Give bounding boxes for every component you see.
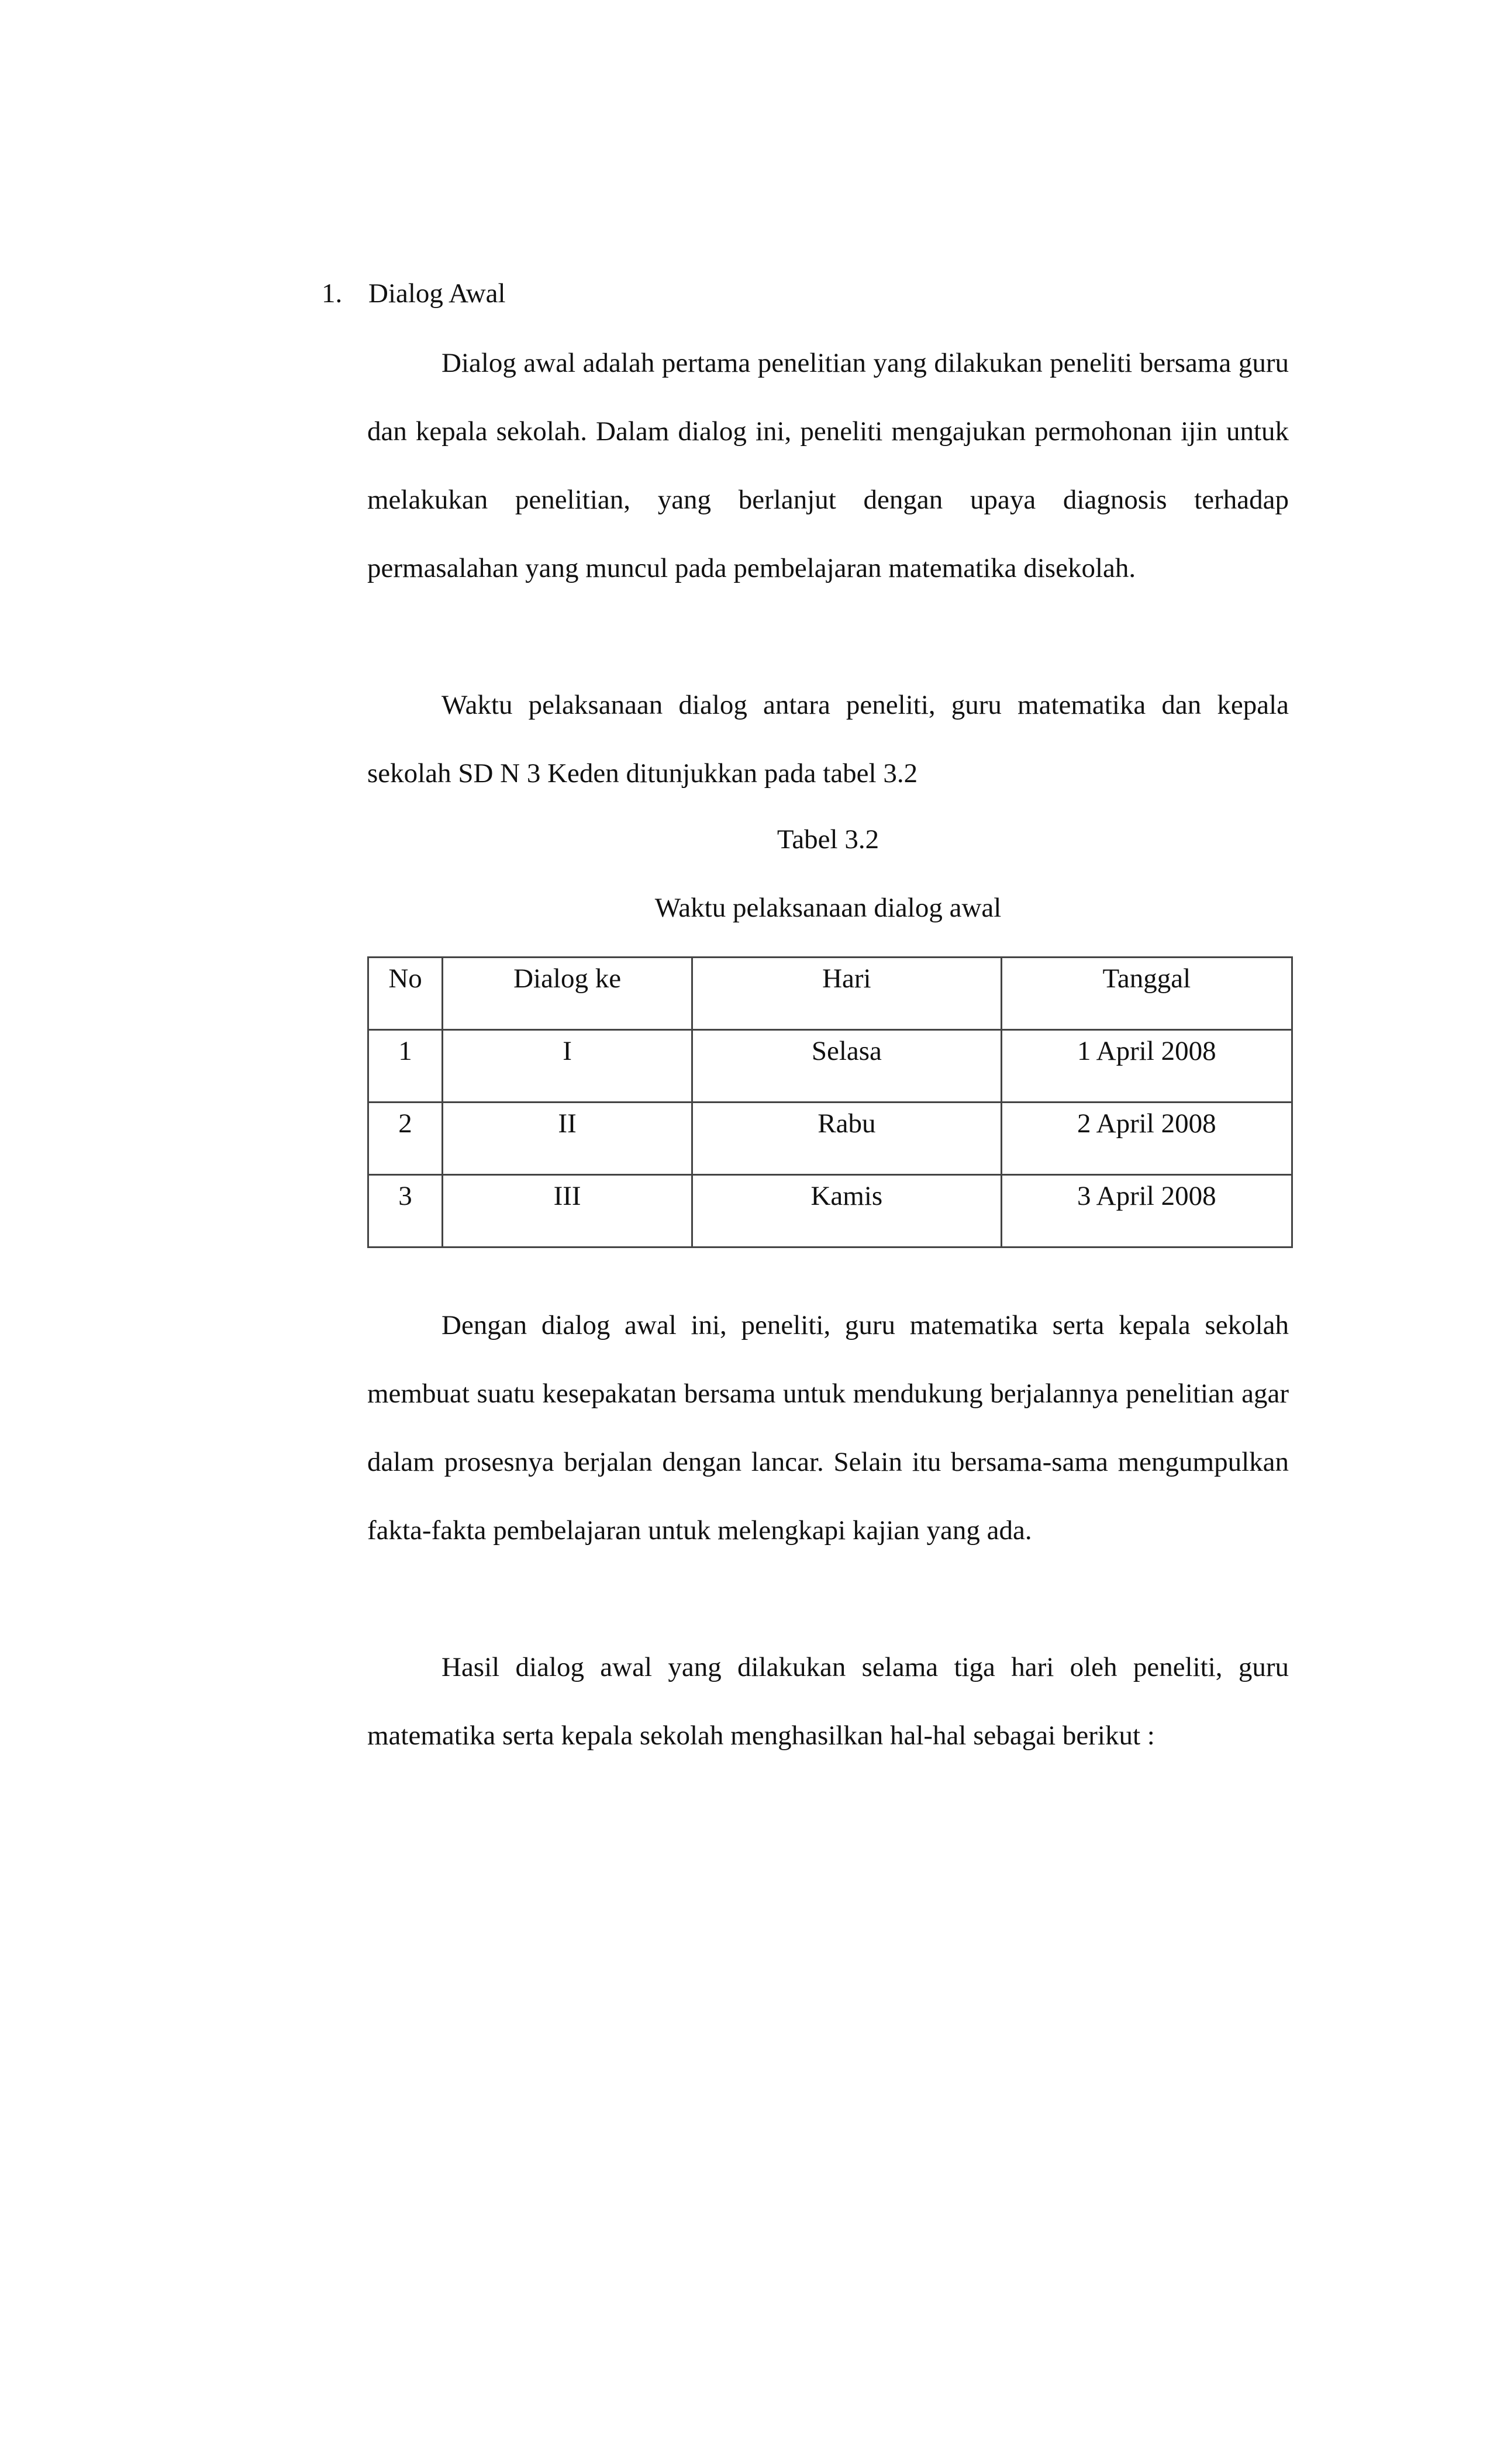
section-number: 1. [322, 278, 343, 309]
table-cell: Selasa [692, 1030, 1002, 1103]
table-cell: Kamis [692, 1175, 1002, 1247]
table-cell: I [443, 1030, 692, 1103]
table-header-cell: Dialog ke [443, 958, 692, 1030]
table-cell: 1 [368, 1030, 443, 1103]
table-cell: 2 [368, 1103, 443, 1175]
section-title: Dialog Awal [368, 278, 506, 309]
table-cell: II [443, 1103, 692, 1175]
table-header-cell: Tanggal [1001, 958, 1292, 1030]
table-cell: 2 April 2008 [1001, 1103, 1292, 1175]
table-cell: 1 April 2008 [1001, 1030, 1292, 1103]
table-caption-number: Tabel 3.2 [777, 824, 879, 855]
table-cell: 3 [368, 1175, 443, 1247]
table-header-cell: No [368, 958, 443, 1030]
paragraph-schedule-intro: Waktu pelaksanaan dialog antara peneliti, guru matematika dan kepala sekolah SD N 3 Keden ditunjukkan pada tabel 3.2 [367, 690, 1289, 789]
table-row [368, 1030, 1292, 1103]
table-cell: Rabu [692, 1103, 1002, 1175]
table-cell: III [443, 1175, 692, 1247]
paragraph-agreement: Dengan dialog awal ini, peneliti, guru matematika serta kepala sekolah membuat suatu kesepakatan bersama untuk mendukung berjalannya penelitian agar dalam prosesnya berjalan dengan lancar. Selain itu bersama-sama mengumpulkan fakta-fakta pembelajaran untuk melengkapi kajian yang ada. [367, 1310, 1289, 1546]
table-header-cell: Hari [692, 958, 1002, 1030]
table-caption-title: Waktu pelaksanaan dialog awal [654, 893, 1002, 923]
section-heading [322, 276, 506, 311]
table-row [368, 1103, 1292, 1175]
paragraph-results: Hasil dialog awal yang dilakukan selama tiga hari oleh peneliti, guru matematika serta kepala sekolah menghasilkan hal-hal sebagai berikut : [367, 1652, 1289, 1751]
paragraph-intro: Dialog awal adalah pertama penelitian yang dilakukan peneliti bersama guru dan kepala sekolah. Dalam dialog ini, peneliti mengajukan permohonan ijin untuk melakukan penelitian, yang berlanjut dengan upaya diagnosis terhadap permasalahan yang muncul pada pembelajaran matematika disekolah. [367, 348, 1289, 583]
table-header-row [368, 958, 1292, 1030]
schedule-table [367, 956, 1293, 1248]
table-cell: 3 April 2008 [1001, 1175, 1292, 1247]
table-row [368, 1175, 1292, 1247]
